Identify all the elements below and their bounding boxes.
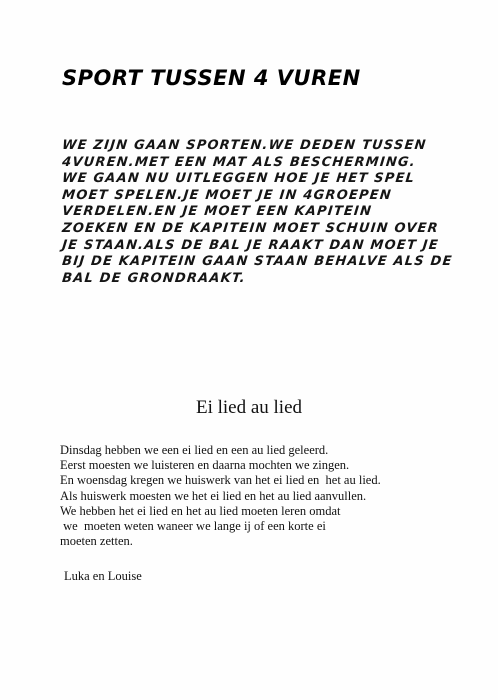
paragraph-line: moeten zetten.	[60, 534, 133, 549]
song-paragraph	[60, 443, 460, 549]
author-signature: Luka en Louise	[64, 569, 142, 583]
paragraph-line: we moeten weten waneer we lange ij of een korte ei	[60, 519, 326, 534]
handwritten-line: MOET SPELEN.JE MOET JE IN 4GROEPEN	[61, 187, 393, 203]
handwritten-paragraph	[61, 138, 454, 287]
paragraph-line: We hebben het ei lied en het au lied moeten leren omdat	[60, 503, 341, 518]
paragraph-line: Als huiswerk moesten we het ei lied en het au lied aanvullen.	[60, 488, 367, 503]
handwritten-line: WE GAAN NU UITLEGGEN HOE JE HET SPEL	[61, 171, 416, 187]
handwritten-line: BAL DE GRONDRAAKT.	[61, 270, 247, 286]
section-title-sport: SPORT TUSSEN 4 VUREN	[62, 66, 361, 90]
handwritten-line: BIJ DE KAPITEIN GAAN STAAN BEHALVE ALS DE	[61, 254, 454, 270]
handwritten-line: 4VUREN.MET EEN MAT ALS BESCHERMING.	[61, 154, 417, 170]
handwritten-line: JE STAAN.ALS DE BAL JE RAAKT DAN MOET JE	[61, 237, 440, 253]
paragraph-line: En woensdag kregen we huiswerk van het ei lied en het au lied.	[60, 473, 381, 488]
handwritten-line: WE ZIJN GAAN SPORTEN.WE DEDEN TUSSEN	[61, 138, 428, 153]
handwritten-line: VERDELEN.EN JE MOET EEN KAPITEIN	[61, 204, 373, 220]
section-title-song: Ei lied au lied	[195, 397, 303, 418]
handwritten-line: ZOEKEN EN DE KAPITEIN MOET SCHUIN OVER	[61, 220, 440, 236]
paragraph-line: Dinsdag hebben we een ei lied en een au lied geleerd.	[60, 443, 329, 457]
paragraph-line: Eerst moesten we luisteren en daarna mochten we zingen.	[60, 458, 350, 473]
